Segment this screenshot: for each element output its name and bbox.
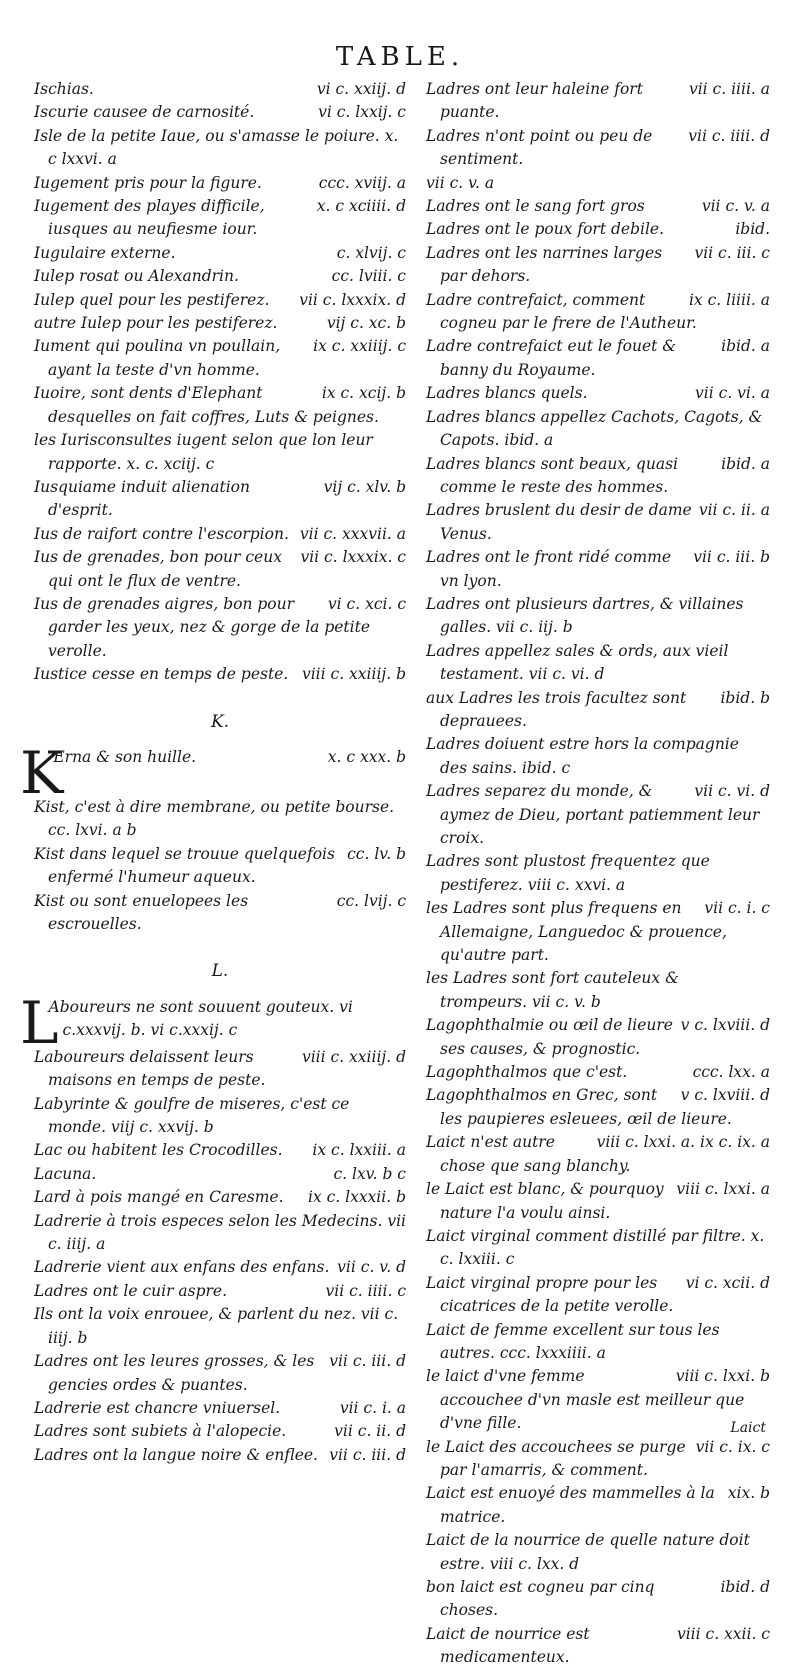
entry-reference: viii c. xxiiij. d	[301, 1047, 406, 1066]
entry-text: les Ladres sont plus frequens en Allemaigne, Languedoc & prouence, qu'autre part.	[426, 899, 727, 965]
index-entry	[34, 476, 406, 523]
index-entry	[426, 1436, 770, 1483]
entry-reference: v c. lxviii. d	[680, 1016, 770, 1035]
entry-reference: ix c. liiii. a	[688, 290, 770, 309]
entry-reference: vii c. iii. d	[329, 1352, 406, 1371]
entry-text: Isle de la petite Iaue, ou s'amasse le poiure. x. c lxxvi. a	[34, 126, 399, 169]
index-entry	[34, 289, 406, 312]
right-column	[426, 78, 770, 1670]
entry-text: le laict d'vne femme accouchee d'vn masle est meilleur que d'vne fille.	[426, 1367, 745, 1433]
entry-text: Ladres ont plusieurs dartres, & villaines galles. vii c. iij. b	[426, 594, 744, 637]
index-entry	[34, 101, 406, 124]
entry-reference: ibid. a	[721, 337, 770, 356]
index-entry	[426, 406, 770, 453]
entry-reference: cc. lviii. c	[331, 267, 406, 286]
index-entry	[34, 1210, 406, 1257]
entry-reference: vii c. ii. a	[698, 501, 770, 520]
entry-text: Ius de grenades, bon pour ceux qui ont le flux de ventre.	[34, 548, 282, 590]
entry-text: Aboureurs ne sont souuent gouteux. vi c.xxxvij. b. vi c.xxxij. c	[48, 997, 353, 1040]
index-entry	[426, 546, 770, 593]
entry-reference: ccc. xviij. a	[318, 173, 406, 192]
entry-text: Laboureurs delaissent leurs maisons en temps de peste.	[34, 1047, 266, 1090]
entry-reference: vii c. vi. a	[695, 384, 770, 403]
index-entry	[426, 687, 770, 734]
index-entry	[426, 125, 770, 172]
index-entry	[34, 523, 406, 546]
entry-text: Lacuna.	[34, 1164, 97, 1183]
entry-reference: vij c. xlv. b	[323, 477, 406, 496]
index-entry	[426, 1084, 770, 1131]
index-entry	[34, 1397, 406, 1420]
entry-reference: viii c. xxiiij. b	[301, 665, 406, 684]
entry-reference: vii c. ix. c	[695, 1437, 770, 1456]
entry-reference: vi c. xxiij. d	[316, 80, 406, 98]
index-entry	[34, 546, 406, 593]
entry-text: Ils ont la voix enrouee, & parlent du nez. vii c. iiij. b	[34, 1305, 399, 1347]
index-entry	[34, 1444, 406, 1467]
index-entry	[34, 1280, 406, 1303]
entry-text: Ladrerie est chancre vniuersel.	[34, 1398, 281, 1417]
index-entry	[34, 843, 406, 890]
entry-reference: ccc. lxx. a	[692, 1063, 770, 1082]
entry-reference: vii c. iiii. d	[688, 126, 770, 145]
index-entry	[426, 195, 770, 218]
section-l	[20, 988, 407, 1467]
index-entry	[34, 242, 406, 265]
index-entry	[426, 1529, 770, 1576]
index-entry	[426, 1623, 770, 1670]
page-title: TABLE.	[335, 42, 465, 72]
entry-text: Ladres sont plustost frequentez que pestiferez. viii c. xxvi. a	[426, 852, 710, 894]
index-entry	[34, 382, 406, 429]
entry-text: Lagophthalmie ou œil de lieure ses causes, & prognostic.	[426, 1016, 673, 1058]
entry-text: Ladres separez du monde, & aymez de Dieu, portant patiemment leur croix.	[426, 782, 760, 847]
entry-reference: vi c. xci. c	[327, 594, 406, 613]
entry-text: Iugulaire externe.	[34, 243, 176, 262]
entry-reference: vii c. iiii. a	[688, 80, 770, 98]
entry-text: Ladres ont leur haleine fort puante.	[426, 80, 643, 122]
entry-reference: ix c. lxxxii. b	[307, 1188, 406, 1207]
index-entry	[426, 1365, 770, 1435]
entry-text: Kist ou sont enuelopees les escrouelles.	[34, 891, 249, 933]
entry-reference: c. lxv. b c	[333, 1164, 406, 1183]
entry-text: Lard à pois mangé en Caresme.	[34, 1188, 284, 1207]
entry-text: Ladres ont le cuir aspre.	[34, 1281, 228, 1300]
index-entry	[426, 499, 770, 546]
index-entry	[426, 1131, 770, 1178]
index-entry	[34, 1093, 406, 1140]
index-entry	[426, 850, 770, 897]
entry-reference: vii c. i. a	[339, 1398, 406, 1417]
index-entry	[34, 1256, 406, 1279]
entry-reference: vii c. lxxxix. d	[299, 290, 406, 309]
entry-text: Labyrinte & goulfre de miseres, c'est ce monde. viij c. xxvij. b	[34, 1094, 350, 1137]
entry-text: Ladres bruslent du desir de dame Venus.	[426, 501, 692, 543]
entry-text: Iulep quel pour les pestiferez.	[34, 290, 270, 309]
entry-text: Ladrerie à trois especes selon les Medecins. vii c. iiij. a	[34, 1211, 407, 1254]
entry-text: Ladres blancs appellez Cachots, Cagots, & Capots. ibid. a	[426, 407, 763, 450]
entry-reference: ix c. xcij. b	[321, 384, 406, 403]
entry-text: le Laict des accouchees se purge par l'amarris, & comment.	[426, 1437, 686, 1479]
entry-text: le Laict est blanc, & pourquoy nature l'a voulu ainsi.	[426, 1180, 664, 1222]
index-entry	[426, 733, 770, 780]
entry-text: Erna & son huille.	[53, 747, 197, 766]
entry-text: Ladrerie vient aux enfans des enfans.	[34, 1258, 330, 1277]
entry-text: Ladres sont subiets à l'alopecie.	[34, 1422, 287, 1441]
index-entry	[34, 265, 406, 288]
left-column	[20, 78, 407, 1467]
index-entry	[34, 593, 406, 663]
index-entry	[426, 289, 770, 336]
entry-reference: ibid. b	[720, 688, 770, 707]
drop-cap-l: L	[20, 988, 59, 1057]
index-entry	[34, 1186, 406, 1209]
entry-text: Ladres ont les narrines larges par dehors.	[426, 243, 663, 286]
entry-text: Laict de nourrice est medicamenteux.	[426, 1624, 590, 1667]
entry-reference: vij c. xc. b	[326, 314, 406, 333]
entry-reference: cc. lvij. c	[336, 891, 406, 910]
index-entry	[426, 1319, 770, 1366]
entry-text: Ladres appellez sales & ords, aux vieil testament. vii c. vi. d	[426, 641, 729, 684]
index-entry	[34, 746, 406, 796]
entry-text: Laict virginal comment distillé par filtre. x. c. lxxiii. c	[426, 1226, 765, 1269]
entry-text: Iustice cesse en temps de peste.	[34, 665, 289, 684]
entry-text: Laict est enuoyé des mammelles à la matrice.	[426, 1484, 715, 1526]
entry-reference: vii c. i. c	[704, 899, 770, 918]
entry-text: Iument qui poulina vn poullain, ayant la teste d'vn homme.	[34, 337, 281, 379]
entry-text: Ius de grenades aigres, bon pour garder les yeux, nez & gorge de la petite verolle.	[34, 594, 371, 660]
entry-text: Ladres n'ont point ou peu de sentiment.	[426, 126, 653, 169]
entry-text: Kist dans lequel se trouue quelquefois enfermé l'humeur aqueux.	[34, 844, 335, 887]
entry-text: bon laict est cogneu par cinq choses.	[426, 1578, 655, 1620]
entry-text: Kist, c'est à dire membrane, ou petite bourse. cc. lxvi. a b	[34, 797, 395, 840]
entry-text: Ischias.	[34, 80, 94, 98]
entry-text: Iulep rosat ou Alexandrin.	[34, 267, 239, 286]
entry-reference: vii c. iii. d	[329, 1445, 406, 1464]
index-entry	[426, 1061, 770, 1084]
entry-text: Ladres ont le sang fort gros	[426, 197, 645, 216]
entry-text: Iusquiame induit alienation d'esprit.	[34, 477, 250, 520]
index-entry	[426, 218, 770, 241]
entry-reference: ibid. d	[720, 1578, 770, 1596]
entry-reference: vii c. iii. c	[694, 243, 770, 262]
index-entry	[426, 640, 770, 687]
drop-cap-k: K	[20, 738, 64, 807]
entry-reference: vii c. ii. d	[334, 1422, 406, 1441]
entry-text: Laict de la nourrice de quelle nature doit estre. viii c. lxx. d	[426, 1531, 750, 1573]
entry-reference: x. c xciiii. d	[316, 197, 406, 216]
index-entry	[34, 195, 406, 242]
entry-text: Ladre contrefaict, comment cogneu par le frere de l'Autheur.	[426, 290, 697, 333]
section-letter-k: K.	[210, 711, 230, 732]
index-entry	[426, 1178, 770, 1225]
entry-text: autre Iulep pour les pestiferez.	[34, 314, 278, 333]
index-entry	[426, 780, 770, 850]
entry-text: Iuoire, sont dents d'Elephant desquelles on fait coffres, Luts & peignes.	[34, 384, 379, 426]
index-entry	[34, 796, 406, 843]
index-entry	[34, 1046, 406, 1093]
entry-text: les Iurisconsultes iugent selon que lon leur rapporte. x. c. xciij. c	[34, 431, 373, 473]
index-entry	[34, 1163, 406, 1186]
entry-text: Ladres ont les leures grosses, & les gencies ordes & puantes.	[34, 1352, 315, 1394]
entry-text: Ladres ont la langue noire & enflee.	[34, 1445, 318, 1464]
index-entry	[426, 897, 770, 967]
entry-text: Ladre contrefaict eut le fouet & banny du Royaume.	[426, 337, 677, 379]
entry-reference: viii c. xxii. c	[676, 1624, 770, 1643]
entry-text: aux Ladres les trois facultez sont deprauees.	[426, 688, 687, 730]
entry-reference: viii c. lxxi. a	[676, 1180, 770, 1199]
entry-reference: vii c. iii. b	[693, 548, 770, 567]
index-entry	[34, 1350, 406, 1397]
index-entry	[34, 1139, 406, 1162]
index-entry	[426, 453, 770, 500]
index-entry	[426, 1225, 770, 1272]
index-entry	[34, 429, 406, 476]
entry-text: Ladres blancs sont beaux, quasi comme le reste des hommes.	[426, 454, 678, 496]
entry-text: Iugement des playes difficile, iusques au neufiesme iour.	[34, 197, 265, 239]
index-entry	[426, 1576, 770, 1623]
entry-reference: vii c. v. d	[337, 1258, 406, 1277]
index-entry	[34, 335, 406, 382]
entry-text: Lac ou habitent les Crocodilles.	[34, 1141, 283, 1160]
entry-reference: vii c. lxxxix. c	[300, 548, 406, 567]
section-letter-l: L.	[211, 961, 229, 982]
entry-text: Laict n'est autre chose que sang blanchy.	[426, 1133, 631, 1175]
entry-text: Ladres blancs quels.	[426, 384, 588, 403]
entry-reference: x. c xxx. b	[327, 747, 406, 766]
left-entries-k	[34, 746, 406, 936]
catchword: Laict	[730, 1420, 766, 1436]
section-k	[20, 738, 406, 936]
entry-text: Ladres doiuent estre hors la compagnie des sains. ibid. c	[426, 735, 739, 777]
entry-reference: ibid.	[735, 220, 770, 239]
index-entry	[34, 996, 406, 1046]
entry-reference: vi c. lxxij. c	[318, 103, 406, 122]
entry-reference: viii c. lxxi. a. ix c. ix. a	[596, 1133, 770, 1152]
entry-reference: xix. b	[727, 1484, 770, 1503]
right-entries	[426, 78, 770, 1670]
entry-text: les Ladres sont fort cauteleux & trompeurs. vii c. v. b	[426, 969, 679, 1011]
left-entries-i	[34, 78, 406, 687]
entry-text: Ladres ont le poux fort debile.	[426, 220, 665, 239]
index-entry	[34, 1303, 406, 1350]
entry-reference: v c. lxviii. d	[680, 1086, 770, 1105]
index-entry	[34, 78, 406, 101]
index-entry	[34, 125, 406, 172]
index-entry	[426, 242, 770, 289]
index-entry	[34, 312, 406, 335]
entry-text: Ius de raifort contre l'escorpion.	[34, 524, 289, 543]
index-entry	[34, 172, 406, 195]
entry-reference: vi c. xcii. d	[685, 1273, 770, 1292]
index-entry	[34, 1420, 406, 1443]
entry-text: Laict de femme excellent sur tous les autres. ccc. lxxxiiii. a	[426, 1320, 720, 1362]
left-entries-l	[34, 996, 406, 1467]
index-entry	[426, 593, 770, 640]
entry-reference: ibid. a	[721, 454, 770, 473]
index-entry	[34, 663, 406, 686]
entry-text: Lagophthalmos en Grec, sont les paupieres esleuees, œil de lieure.	[426, 1086, 732, 1128]
entry-text: Laict virginal propre pour les cicatrices de la petite verolle.	[426, 1273, 674, 1316]
index-entry	[426, 1272, 770, 1319]
entry-text: vii c. v. a	[426, 173, 495, 192]
entry-reference: c. xlvij. c	[336, 243, 406, 262]
index-entry	[426, 335, 770, 382]
entry-reference: vii c. v. a	[701, 197, 770, 216]
entry-text: Iscurie causee de carnosité.	[34, 103, 255, 122]
entry-reference: vii c. iiii. c	[325, 1281, 406, 1300]
index-entry	[426, 1482, 770, 1529]
entry-reference: vii c. xxxvii. a	[299, 524, 406, 543]
index-entry	[426, 382, 770, 405]
entry-reference: vii c. vi. d	[694, 782, 770, 801]
entry-reference: ix c. lxxiii. a	[312, 1141, 406, 1160]
entry-reference: ix c. xxiiij. c	[313, 337, 406, 356]
index-entry	[426, 78, 770, 125]
entry-text: Iugement pris pour la figure.	[34, 173, 262, 192]
index-entry	[426, 967, 770, 1014]
entry-reference: cc. lv. b	[347, 844, 406, 863]
entry-text: Lagophthalmos que c'est.	[426, 1063, 628, 1082]
index-entry	[426, 172, 770, 195]
index-entry	[34, 890, 406, 937]
index-entry	[426, 1014, 770, 1061]
entry-text: Ladres ont le front ridé comme vn lyon.	[426, 548, 672, 590]
entry-reference: viii c. lxxi. b	[675, 1367, 770, 1386]
